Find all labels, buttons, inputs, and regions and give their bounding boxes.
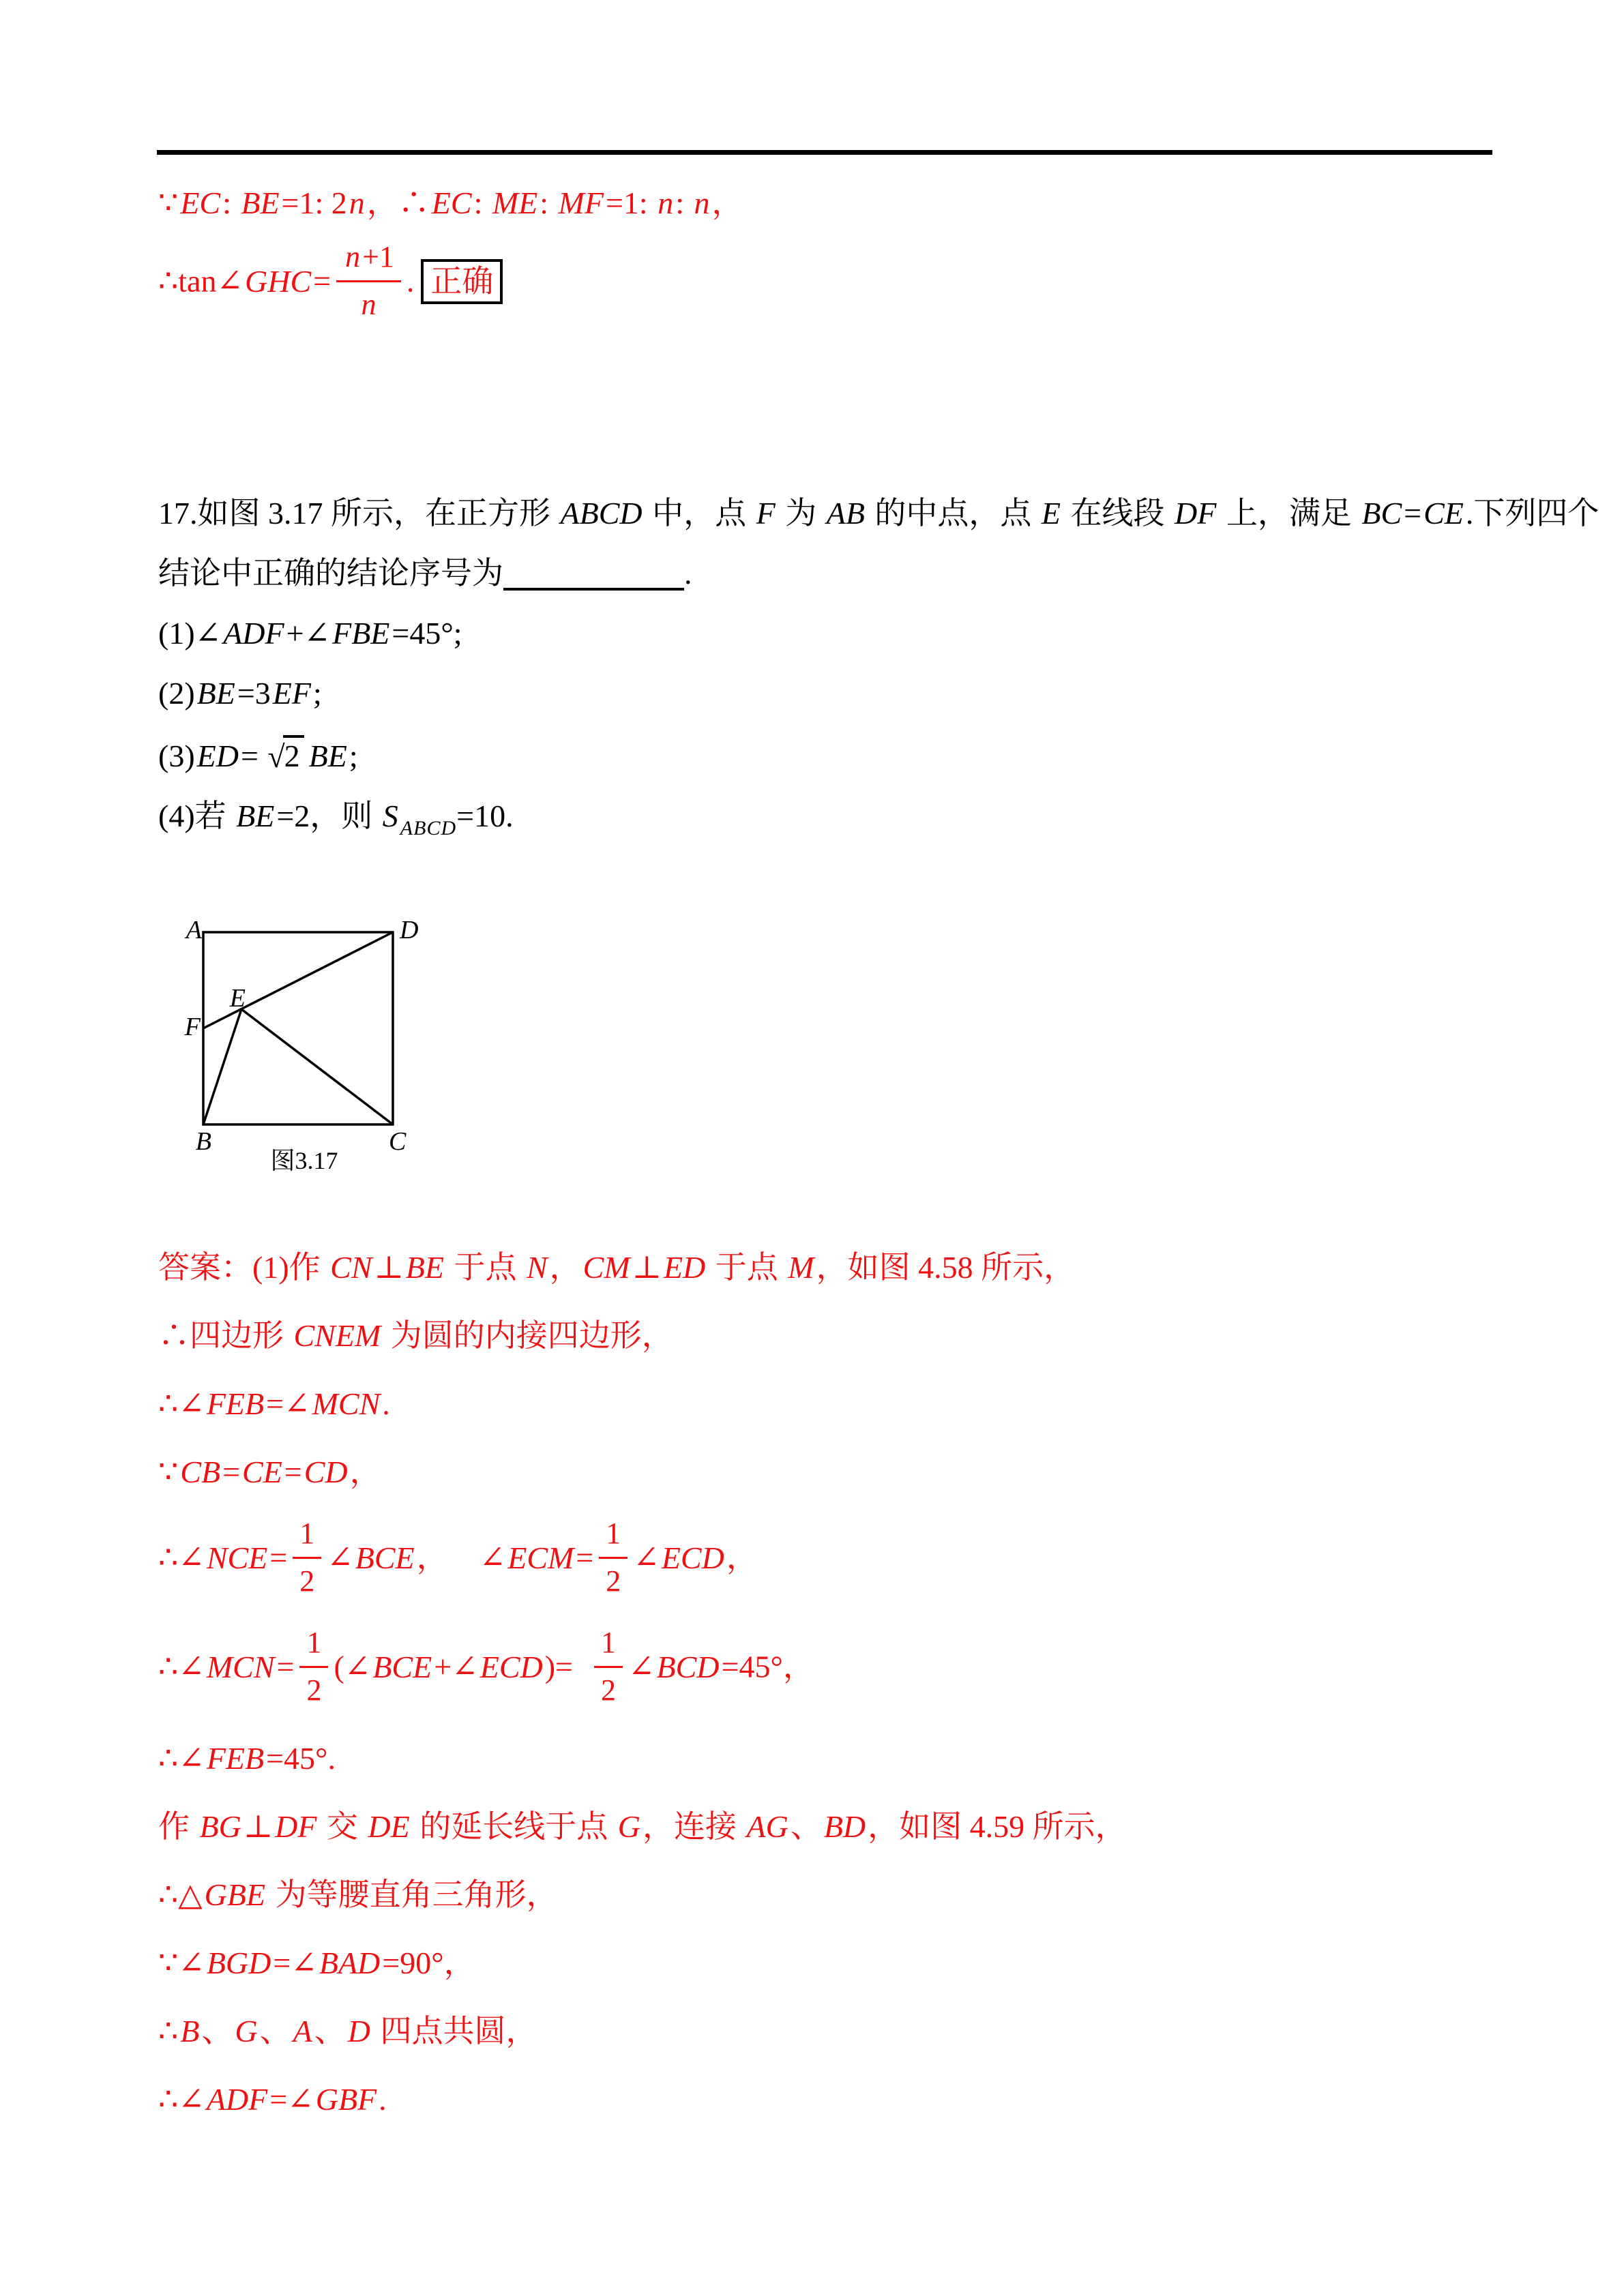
- math-italic: GBE: [204, 1877, 266, 1913]
- text-run: 作: [158, 1809, 198, 1845]
- fraction: [299, 1624, 328, 1708]
- figure-label-f: F: [184, 1013, 201, 1041]
- text-run: =∠: [273, 1945, 317, 1981]
- text-run: (3): [158, 739, 195, 773]
- text-run: ∵: [158, 1455, 179, 1489]
- text-run: =: [284, 1455, 302, 1489]
- figure-caption: 图3.17: [270, 1147, 338, 1174]
- math-italic: GHC: [245, 263, 312, 299]
- text-line: [158, 1806, 1127, 1848]
- text-run: ，: [366, 185, 398, 220]
- answer-blank: [503, 558, 684, 591]
- math-italic: ECD: [479, 1649, 543, 1684]
- text-run: 2: [299, 1564, 315, 1598]
- math-italic: EC: [180, 185, 221, 220]
- text-run: +1: [362, 240, 394, 273]
- text-line: [158, 1519, 1127, 1602]
- math-italic: BE: [308, 739, 347, 773]
- math-italic: GBF: [315, 2082, 377, 2117]
- text-run: .: [406, 263, 415, 299]
- math-italic: BCE: [355, 1540, 415, 1575]
- math-italic: ECM: [507, 1540, 574, 1575]
- fraction-numerator: [293, 1515, 321, 1559]
- fraction-denominator: [336, 282, 401, 323]
- text-run: +∠: [434, 1649, 478, 1684]
- text-run: (1)∠: [158, 616, 222, 651]
- text-run: 、: [790, 1809, 822, 1845]
- header-rule: [157, 150, 1492, 155]
- text-run: ，如图 4.58 所示，: [816, 1250, 1076, 1285]
- fraction-denominator: [299, 1668, 328, 1708]
- text-run: =90°，: [382, 1945, 475, 1981]
- math-italic: N: [526, 1250, 548, 1285]
- math-italic: ADF: [206, 2082, 268, 2117]
- text-run: =45°.: [266, 1741, 336, 1776]
- text-run: =2，则: [276, 799, 381, 833]
- math-italic: BD: [823, 1809, 866, 1845]
- text-run: ∠: [633, 1540, 660, 1575]
- square-abcd: [203, 932, 393, 1124]
- text-line: [158, 1451, 1127, 1493]
- math-italic: BC: [1361, 496, 1402, 531]
- figure-label-d: D: [400, 916, 419, 944]
- segment-fd: [203, 932, 393, 1028]
- text-run: 中，点: [644, 496, 754, 531]
- text-run: 结论中正确的结论序号为: [158, 556, 503, 591]
- text-line: [158, 1874, 1127, 1916]
- fraction: [594, 1624, 623, 1708]
- text-run: ∵∠: [158, 1945, 205, 1981]
- text-run: (2): [158, 676, 195, 711]
- fraction-numerator: [336, 239, 401, 282]
- text-run: ， ∠: [416, 1540, 506, 1575]
- text-line: [158, 1942, 1127, 1984]
- math-italic: n: [349, 185, 365, 220]
- math-italic: MCN: [312, 1386, 381, 1421]
- text-run: =: [276, 1649, 295, 1684]
- text-run: .: [382, 1386, 390, 1421]
- math-italic: CE: [242, 1455, 282, 1489]
- math-italic: FEB: [206, 1386, 265, 1421]
- text-run: (4)若: [158, 799, 235, 833]
- math-italic: AG: [746, 1809, 788, 1845]
- text-run: 在线段: [1063, 496, 1173, 531]
- text-line: [158, 2010, 1127, 2053]
- math-italic: BCE: [372, 1649, 432, 1684]
- math-italic: n: [694, 185, 710, 220]
- fraction: [336, 239, 401, 322]
- figure-svg: [168, 911, 434, 1184]
- math-italic: CB: [180, 1455, 221, 1489]
- text-run: (∠: [334, 1649, 371, 1684]
- text-run: ∴∠: [158, 1741, 205, 1776]
- text-run: =: [313, 263, 331, 299]
- text-run: =1:: [605, 185, 656, 220]
- text-run: ⊥: [374, 1250, 404, 1285]
- text-run: ，连接: [642, 1809, 745, 1845]
- text-line: [158, 2078, 1127, 2121]
- text-run: =3: [237, 676, 271, 711]
- segment-ec: [241, 1009, 393, 1124]
- text-run: .: [379, 2082, 387, 2117]
- text-run: 上，满足: [1218, 496, 1360, 531]
- math-italic: CNEM: [293, 1318, 381, 1353]
- math-italic: CD: [304, 1455, 348, 1489]
- math-italic: E: [1041, 496, 1061, 531]
- math-italic: CM: [582, 1250, 630, 1285]
- text-run: ，: [549, 1250, 581, 1285]
- math-italic: EF: [272, 676, 311, 711]
- text-run: :: [222, 185, 239, 220]
- math-italic: CE: [1423, 496, 1464, 531]
- text-run: =1: 2: [281, 185, 347, 220]
- text-run: ∴∠: [158, 2082, 205, 2117]
- figure-label-c: C: [389, 1127, 407, 1156]
- text-run: ∠: [327, 1540, 353, 1575]
- fraction: [293, 1515, 321, 1598]
- text-run: ⊥: [632, 1250, 662, 1285]
- math-italic: NCE: [206, 1540, 268, 1575]
- text-run: ，: [726, 1540, 758, 1575]
- math-italic: MF: [558, 185, 604, 220]
- text-run: :: [675, 185, 692, 220]
- text-run: ，: [349, 1455, 381, 1489]
- text-run: ∴tan∠: [158, 263, 243, 299]
- text-run: 答案：(1)作: [158, 1250, 329, 1285]
- text-run: ∴∠: [158, 1386, 205, 1421]
- text-line: [158, 1247, 1127, 1289]
- text-line: [158, 1628, 1127, 1712]
- math-italic: D: [347, 2014, 370, 2049]
- math-italic: DF: [1175, 496, 1217, 531]
- text-run: 于点: [445, 1250, 525, 1285]
- text-run: =10.: [456, 799, 514, 833]
- text-line: [158, 798, 1599, 847]
- math-italic: G: [235, 2014, 258, 2049]
- text-line: [158, 1315, 1127, 1357]
- text-run: 于点: [707, 1250, 786, 1285]
- math-italic: ADF: [223, 616, 284, 651]
- text-run: 的中点，点: [866, 496, 1039, 531]
- text-run: ，如图 4.59 所示，: [868, 1809, 1127, 1845]
- math-italic: BG: [199, 1809, 241, 1845]
- text-run: ∴: [158, 2014, 179, 2049]
- text-run: 、: [314, 2014, 346, 2049]
- math-italic: ED: [196, 739, 239, 773]
- text-run: 为等腰直角三角形，: [267, 1877, 558, 1913]
- math-italic: AB: [826, 496, 865, 531]
- text-run: ∴△: [158, 1877, 203, 1913]
- math-italic: DF: [275, 1809, 317, 1845]
- text-run: :: [540, 185, 557, 220]
- math-italic: M: [788, 1250, 814, 1285]
- text-run: 1: [600, 1626, 616, 1660]
- fraction: [599, 1515, 628, 1598]
- text-run: =: [1404, 496, 1422, 531]
- text-run: 、: [201, 2014, 233, 2049]
- math-italic: n: [361, 287, 377, 321]
- text-run: =45°;: [392, 616, 462, 651]
- text-line: [158, 675, 1599, 712]
- text-run: 17.如图 3.17 所示，在正方形: [158, 496, 559, 531]
- math-italic: ED: [663, 1250, 706, 1285]
- text-run: =: [240, 739, 267, 773]
- math-italic: BE: [196, 676, 235, 711]
- text-run: +∠: [286, 616, 331, 651]
- text-line: [158, 1383, 1127, 1425]
- text-run: )=: [544, 1649, 589, 1684]
- text-run: ⊥: [243, 1809, 274, 1845]
- subscript-base: S: [382, 799, 398, 833]
- text-run: 、: [259, 2014, 291, 2049]
- text-run: :: [473, 185, 490, 220]
- math-italic: BE: [241, 185, 280, 220]
- text-run: 交: [319, 1809, 366, 1845]
- math-italic: DE: [368, 1809, 410, 1845]
- math-italic: FBE: [332, 616, 390, 651]
- text-run: ∴∠: [158, 1649, 205, 1684]
- text-run: 四点共圆，: [372, 2014, 537, 2049]
- text-run: ;: [349, 739, 358, 773]
- figure-3-17: [168, 911, 434, 1184]
- text-run: 2: [600, 1673, 616, 1707]
- text-run: 1: [299, 1517, 315, 1550]
- text-line: [158, 555, 1599, 592]
- fraction-numerator: [594, 1624, 623, 1668]
- text-run: =: [222, 1455, 241, 1489]
- text-run: .下列四个: [1465, 496, 1599, 531]
- text-run: 1: [606, 1517, 621, 1550]
- math-italic: BAD: [319, 1945, 381, 1981]
- text-run: 为圆的内接四边形，: [383, 1318, 673, 1353]
- text-run: 2: [606, 1564, 621, 1598]
- text-line: [158, 495, 1599, 532]
- math-italic: n: [658, 185, 674, 220]
- text-line: [158, 183, 743, 224]
- math-italic: n: [345, 240, 361, 273]
- text-line: [158, 735, 1599, 775]
- problem-17-section: [158, 495, 1599, 870]
- math-italic: CN: [330, 1250, 372, 1285]
- text-run: =: [576, 1540, 594, 1575]
- math-italic: ECD: [661, 1540, 724, 1575]
- text-run: ∵: [158, 185, 179, 220]
- text-run: 2: [306, 1673, 322, 1707]
- text-run: =∠: [266, 1386, 310, 1421]
- fraction-numerator: [299, 1624, 328, 1668]
- text-run: ，: [711, 185, 743, 220]
- text-run: =∠: [269, 2082, 314, 2117]
- text-run: ∴四边形: [158, 1318, 292, 1353]
- math-italic: ME: [492, 185, 538, 220]
- text-run: ;: [313, 676, 322, 711]
- text-run: 的延长线于点: [411, 1809, 616, 1845]
- figure-label-b: B: [195, 1127, 211, 1156]
- math-italic: FEB: [206, 1741, 265, 1776]
- fraction-denominator: [293, 1559, 321, 1599]
- fraction-denominator: [599, 1559, 628, 1599]
- text-line: [158, 615, 1599, 652]
- figure-label-e: E: [229, 984, 246, 1013]
- correct-answer-box: 正确: [421, 259, 503, 304]
- math-italic: BE: [236, 799, 275, 833]
- subscripted-symbol: [381, 799, 457, 839]
- math-italic: MCN: [206, 1649, 275, 1684]
- text-run: 为: [777, 496, 825, 531]
- square-root: [267, 739, 304, 773]
- math-italic: BGD: [206, 1945, 271, 1981]
- top-solution-section: [158, 183, 743, 345]
- fraction-numerator: [599, 1515, 628, 1559]
- radicand: 2: [283, 735, 304, 775]
- text-line: [158, 240, 743, 326]
- text-run: .: [684, 556, 692, 591]
- math-italic: BCD: [656, 1649, 720, 1684]
- text-run: 1: [306, 1626, 322, 1660]
- text-run: ∠: [628, 1649, 655, 1684]
- text-line: [158, 1738, 1127, 1780]
- answer-section: [158, 1247, 1127, 2147]
- text-run: =45°，: [721, 1649, 814, 1684]
- text-run: ∴∠: [158, 1540, 205, 1575]
- math-italic: BE: [405, 1250, 444, 1285]
- math-italic: B: [180, 2014, 200, 2049]
- figure-label-a: A: [186, 916, 202, 944]
- fraction-denominator: [594, 1668, 623, 1708]
- text-run: =: [269, 1540, 288, 1575]
- math-italic: EC: [431, 185, 472, 220]
- math-italic: ABCD: [560, 496, 643, 531]
- math-italic: F: [756, 496, 776, 531]
- text-run: ∴: [398, 185, 430, 220]
- math-italic: G: [617, 1809, 640, 1845]
- radical-sign: √: [267, 739, 285, 774]
- math-italic: A: [293, 2014, 312, 2049]
- subscript-text: ABCD: [400, 817, 457, 839]
